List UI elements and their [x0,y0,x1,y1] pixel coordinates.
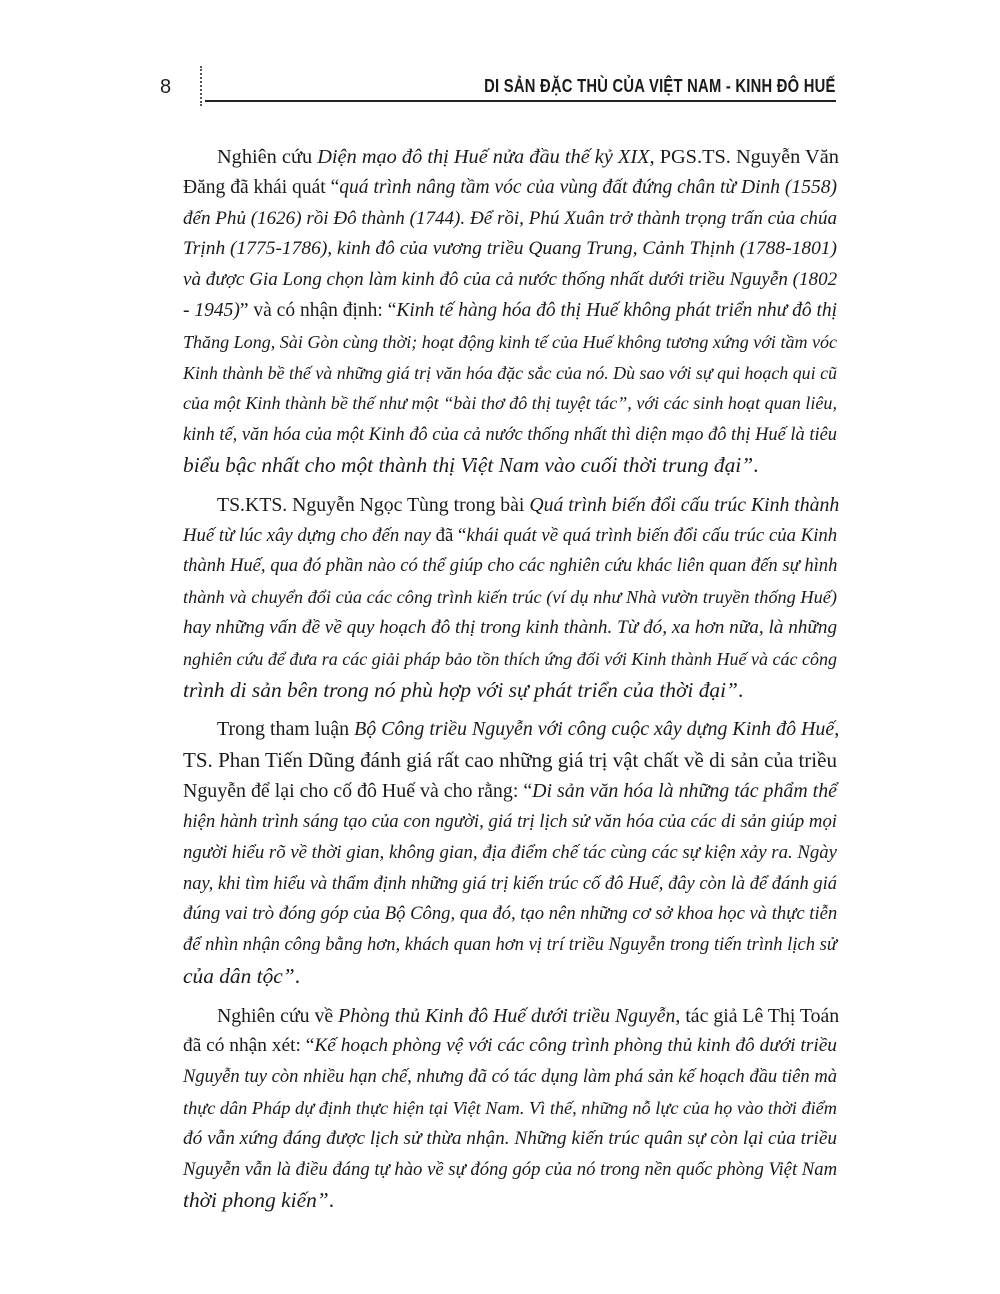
text: . [328,1188,335,1213]
text-line [183,490,840,521]
italic-text: thành Huế, qua đó phần nào có thể giúp cho các nghiên cứu khác liên quan đến sự hình [183,555,838,577]
italic-text: Phòng thủ Kinh đô Huế dưới triều Nguyễn [338,1004,676,1027]
italic-text: đó vẫn xứng đáng được lịch sử thừa nhận. Những kiến trúc quân sự còn lại của triều [183,1127,837,1149]
text-line [183,521,837,552]
page-header [0,0,1000,120]
italic-text: Kinh thành bề thế và những giá trị văn hóa đặc sắc của nó. Dù sao với sự qui hoạch qui cũ [183,362,837,383]
italic-text: Huế từ lúc xây dựng cho đến nay [183,524,436,546]
italic-text: Kinh tế hàng hóa đô thị Huế không phát triển như đô thị [396,299,838,321]
paragraph [183,1001,840,1217]
text-line [183,714,840,745]
text-line [183,450,837,481]
text: . [294,963,301,988]
italic-text: của dân tộc” [183,963,295,988]
text: . [753,452,759,477]
text: ” và có nhận định: “ [239,299,397,321]
text-line [183,551,837,582]
text: Trong tham luận [217,718,355,741]
text: Đăng đã khái quát “ [183,176,340,198]
italic-text: Quá trình biến đổi cấu trúc Kinh thành [529,493,840,516]
text: Nghiên cứu về [217,1004,339,1027]
text-line [183,644,837,675]
italic-text: trình di sản bên trong nó phù hợp với sự phát triển của thời đại” [183,677,738,702]
text: , PGS.TS. Nguyễn Văn [649,146,839,168]
page-number: 8 [160,76,172,98]
text-line [183,1155,837,1186]
text: . [737,677,744,702]
text-line [183,327,837,358]
italic-text: quá trình nâng tầm vóc của vùng đất đứng chân từ Dinh (1558) [339,176,837,198]
running-title: DI SẢN ĐẶC THÙ CỦA VIỆT NAM - KINH ĐÔ HUẾ [484,76,836,96]
italic-text: - 1945) [183,299,240,321]
text: đã có nhận xét: “ [183,1035,315,1057]
text-line [183,173,837,204]
text-line [183,807,837,838]
italic-text: Nguyễn tuy còn nhiều hạn chế, nhưng đã có tác dụng làm phá sản kế hoạch đầu tiên mà [183,1066,837,1088]
italic-text: Kế hoạch phòng vệ với các công trình phòng thủ kinh đô dưới triều [314,1035,837,1057]
italic-text: của một Kinh thành bề thế như một “bài thơ đô thị tuyệt tác”, với các sinh hoạt quan liêu, [183,393,837,414]
text-line [183,745,837,776]
italic-text: Bộ Công triều Nguyễn với công cuộc xây dựng Kinh đô Huế [354,718,835,741]
paragraph [183,490,840,706]
text-line [183,930,837,961]
italic-text: hay những vấn đề về quy hoạch đô thị trong kinh thành. Từ đó, xa hơn nữa, là những [183,616,838,638]
text-line [183,1124,837,1155]
italic-text: thành và chuyển đổi của các công trình kiến trúc (ví dụ như Nhà vườn truyền thống Huế) [183,587,837,608]
text: Nguyễn để lại cho cố đô Huế và cho rằng: “ [183,779,533,802]
italic-text: Trịnh (1775-1786), kinh đô của vương triều Quang Trung, Cảnh Thịnh (1788-1801) [183,238,837,260]
text-line [183,388,837,419]
italic-text: hiện hành trình sáng tạo của con người, giá trị lịch sử văn hóa của các di sản giúp mọi [183,810,837,832]
text-line [183,142,837,173]
italic-text: Di sản văn hóa là những tác phẩm thể [532,779,837,802]
text-line [183,838,837,869]
text-line [183,1062,837,1093]
text: , tác giả Lê Thị Toán [675,1004,840,1027]
text-line [183,1185,837,1216]
text-line [183,265,837,296]
text: , [834,718,840,741]
text-line [183,1093,837,1124]
italic-text: Thăng Long, Sài Gòn cùng thời; hoạt động kinh tế của Huế không tương xứng với tầm vóc [183,331,838,352]
italic-text: kinh tế, văn hóa của một Kinh đô của cả nước thống nhất thì diện mạo đô thị Huế là tiêu [183,424,837,445]
italic-text: biểu bậc nhất cho một thành thị Việt Nam vào cuối thời trung đại” [183,452,754,477]
text-line [183,204,837,235]
italic-text: nghiên cứu để đưa ra các giải pháp bảo tồn thích ứng đối với Kinh thành Huế và các công [183,648,837,669]
italic-text: thời phong kiến” [183,1188,329,1213]
italic-text: và được Gia Long chọn làm kinh đô của cả nước thống nhất dưới triều Nguyễn (1802 [183,269,838,291]
italic-text: khái quát về quá trình biến đổi cấu trúc của Kinh [466,524,838,546]
italic-text: nay, khi tìm hiểu và thẩm định những giá trị kiến trúc cố đô Huế, đây còn là để đánh giá [183,873,837,894]
paragraph [183,142,837,481]
italic-text: người hiểu rõ về thời gian, không gian, địa điểm chế tác cùng các sự kiện xảy ra. Ngày [183,841,837,863]
text: TS. Phan Tiến Dũng đánh giá rất cao những giá trị vật chất về di sản của triều [183,748,837,773]
text: Nghiên cứu [217,146,318,168]
italic-text: đúng vai trò đóng góp của Bộ Công, qua đó, tạo nên những cơ sở khoa học và thực tiễn [183,903,838,925]
italic-text: đến Phủ (1626) rồi Đô thành (1744). Để rồi, Phú Xuân trở thành trọng trấn của chúa [183,207,837,229]
italic-text: để nhìn nhận công bằng hơn, khách quan hơn vị trí triều Nguyễn trong tiến trình lịch sử [183,933,837,955]
header-rule [205,100,836,102]
italic-text: Diện mạo đô thị Huế nửa đầu thế kỷ XIX [317,146,650,168]
text-line [183,1031,837,1062]
text-line [183,776,837,807]
text-line [183,868,837,899]
text-line [183,961,837,992]
italic-text: thực dân Pháp dự định thực hiện tại Việt Nam. Vì thế, những nỗ lực của họ vào thời điểm [183,1097,837,1118]
text-line [183,899,837,930]
text-line [183,296,837,327]
text-line [183,234,837,265]
text: TS.KTS. Nguyễn Ngọc Tùng trong bài [217,493,530,516]
text-line [183,419,837,450]
text-line [183,582,837,613]
text-line [183,613,837,644]
italic-text: Nguyễn vẫn là điều đáng tự hào về sự đóng góp của nó trong nền quốc phòng Việt Nam [183,1158,838,1180]
text-line [183,675,837,706]
text-line [183,358,837,389]
text: đã “ [435,524,467,546]
body-text [183,142,840,1225]
text-line [183,1001,840,1032]
paragraph [183,714,840,991]
